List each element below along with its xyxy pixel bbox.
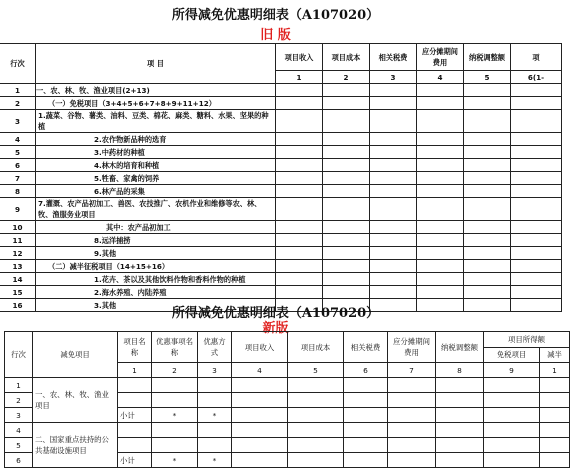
- new-form-table: [4, 331, 570, 468]
- new-cell[interactable]: [288, 408, 344, 423]
- old-colnum: 3: [370, 71, 417, 84]
- old-cell[interactable]: [323, 286, 370, 299]
- old-row: [0, 185, 562, 198]
- old-cell[interactable]: [511, 133, 562, 146]
- old-form-table: [0, 43, 562, 312]
- old-cell[interactable]: [323, 260, 370, 273]
- old-cell[interactable]: [323, 146, 370, 159]
- old-row-number: 10: [0, 221, 36, 234]
- old-row-item: 1.花卉、茶以及其他饮料作物和香料作物的种植: [36, 273, 276, 286]
- new-cell[interactable]: [198, 378, 232, 393]
- old-cell[interactable]: [370, 286, 417, 299]
- old-row-number: 7: [0, 172, 36, 185]
- old-row: [0, 234, 562, 247]
- old-cell[interactable]: [276, 159, 323, 172]
- old-cell[interactable]: [511, 110, 562, 133]
- old-cell[interactable]: [276, 185, 323, 198]
- old-cell[interactable]: [417, 146, 464, 159]
- old-cell[interactable]: [417, 97, 464, 110]
- new-cell[interactable]: [484, 393, 540, 408]
- old-header-tax: 相关税费: [370, 44, 417, 71]
- old-row-item: （一）免税项目（3+4+5+6+7+8+9+11+12）: [36, 97, 276, 110]
- new-cell[interactable]: [118, 378, 152, 393]
- old-cell[interactable]: [323, 247, 370, 260]
- old-cell[interactable]: [276, 234, 323, 247]
- old-header-item-income: 项: [511, 44, 562, 71]
- new-cell[interactable]: [198, 423, 232, 438]
- old-cell[interactable]: [276, 110, 323, 133]
- old-header-item: 项 目: [36, 44, 276, 84]
- old-cell[interactable]: [323, 221, 370, 234]
- new-cell[interactable]: [118, 393, 152, 408]
- new-subtotal-label: 小计: [118, 408, 152, 423]
- old-header-income: 项目收入: [276, 44, 323, 71]
- new-cell[interactable]: [540, 423, 570, 438]
- new-cell[interactable]: [344, 408, 388, 423]
- new-cell[interactable]: [232, 408, 288, 423]
- new-header-item: 减免项目: [33, 332, 118, 378]
- new-row-number: 3: [5, 408, 33, 423]
- old-row-number: 5: [0, 146, 36, 159]
- old-cell[interactable]: [370, 159, 417, 172]
- new-row: [5, 423, 570, 438]
- new-cell[interactable]: [152, 423, 198, 438]
- old-cell[interactable]: [511, 247, 562, 260]
- new-group-agriculture: 一、农、林、牧、渔业项目: [33, 378, 118, 423]
- old-cell[interactable]: [511, 159, 562, 172]
- old-cell[interactable]: [417, 159, 464, 172]
- new-table-title: 所得减免优惠明细表（A107020）: [171, 306, 380, 321]
- new-colnum: 1: [540, 363, 570, 378]
- old-cell[interactable]: [276, 172, 323, 185]
- old-cell[interactable]: [276, 247, 323, 260]
- old-cell[interactable]: [464, 159, 511, 172]
- old-cell[interactable]: [276, 133, 323, 146]
- new-cell[interactable]: [288, 393, 344, 408]
- new-cell[interactable]: [436, 408, 484, 423]
- old-cell[interactable]: [417, 110, 464, 133]
- new-row: [5, 378, 570, 393]
- old-colnum: 5: [464, 71, 511, 84]
- old-row-number: 4: [0, 133, 36, 146]
- old-cell[interactable]: [464, 146, 511, 159]
- new-header-income-amount: 项目所得额: [484, 332, 570, 348]
- old-colnum: 1: [276, 71, 323, 84]
- old-row-number: 2: [0, 97, 36, 110]
- old-row: [0, 260, 562, 273]
- new-star: *: [152, 408, 198, 423]
- new-cell[interactable]: [436, 438, 484, 453]
- new-cell[interactable]: [484, 378, 540, 393]
- old-cell[interactable]: [511, 286, 562, 299]
- new-cell[interactable]: [484, 408, 540, 423]
- old-row: [0, 286, 562, 299]
- old-cell[interactable]: [323, 172, 370, 185]
- new-cell[interactable]: [288, 453, 344, 468]
- old-header-row: [0, 44, 562, 71]
- new-header-tax: 相关税费: [344, 332, 388, 363]
- new-cell[interactable]: [388, 423, 436, 438]
- old-cell[interactable]: [511, 273, 562, 286]
- old-cell[interactable]: [370, 247, 417, 260]
- old-row: [0, 198, 562, 221]
- new-header-project-name: 项目名称: [118, 332, 152, 363]
- old-cell[interactable]: [276, 97, 323, 110]
- old-cell[interactable]: [417, 247, 464, 260]
- old-cell[interactable]: [417, 172, 464, 185]
- new-header-preference-name: 优惠事项名称: [152, 332, 198, 363]
- old-cell[interactable]: [511, 146, 562, 159]
- old-cell[interactable]: [417, 260, 464, 273]
- old-cell[interactable]: [323, 234, 370, 247]
- new-cell[interactable]: [388, 378, 436, 393]
- new-group-infrastructure: 二、国家重点扶持的公共基础设施项目: [33, 423, 118, 468]
- old-cell[interactable]: [511, 260, 562, 273]
- new-cell[interactable]: [540, 378, 570, 393]
- old-row-item: 9.其他: [36, 247, 276, 260]
- new-cell[interactable]: [288, 378, 344, 393]
- new-cell[interactable]: [118, 438, 152, 453]
- new-cell[interactable]: [540, 393, 570, 408]
- old-row-number: 12: [0, 247, 36, 260]
- old-cell[interactable]: [511, 221, 562, 234]
- old-cell[interactable]: [370, 260, 417, 273]
- old-row: [0, 84, 562, 97]
- new-header-preference-method: 优惠方式: [198, 332, 232, 363]
- new-star: *: [152, 453, 198, 468]
- old-cell[interactable]: [370, 133, 417, 146]
- new-cell[interactable]: [198, 438, 232, 453]
- old-cell[interactable]: [370, 84, 417, 97]
- old-cell[interactable]: [464, 221, 511, 234]
- old-cell[interactable]: [417, 198, 464, 221]
- new-star: *: [198, 453, 232, 468]
- old-row: [0, 247, 562, 260]
- old-cell[interactable]: [464, 198, 511, 221]
- old-cell[interactable]: [511, 198, 562, 221]
- new-cell[interactable]: [436, 453, 484, 468]
- old-row-number: 16: [0, 299, 36, 312]
- new-cell[interactable]: [118, 423, 152, 438]
- new-cell[interactable]: [388, 408, 436, 423]
- new-cell[interactable]: [232, 393, 288, 408]
- old-row-item: （二）减半征税项目（14+15+16）: [36, 260, 276, 273]
- new-row-number: 6: [5, 453, 33, 468]
- old-cell[interactable]: [511, 185, 562, 198]
- old-header-expense: 应分摊期间费用: [417, 44, 464, 71]
- old-row: [0, 133, 562, 146]
- old-cell[interactable]: [370, 198, 417, 221]
- old-colnum: 6(1-: [511, 71, 562, 84]
- new-cell[interactable]: [152, 393, 198, 408]
- old-cell[interactable]: [276, 221, 323, 234]
- old-cell[interactable]: [464, 133, 511, 146]
- old-row-item: 3.其他: [36, 299, 276, 312]
- old-version-label: 旧 版: [260, 28, 291, 43]
- old-cell[interactable]: [370, 97, 417, 110]
- old-cell[interactable]: [464, 273, 511, 286]
- old-row-number: 15: [0, 286, 36, 299]
- old-cell[interactable]: [511, 84, 562, 97]
- old-cell[interactable]: [464, 185, 511, 198]
- new-cell[interactable]: [540, 408, 570, 423]
- old-cell[interactable]: [464, 234, 511, 247]
- new-cell[interactable]: [344, 438, 388, 453]
- new-cell[interactable]: [232, 423, 288, 438]
- new-colnum: 6: [344, 363, 388, 378]
- new-header-adjust: 纳税调整额: [436, 332, 484, 363]
- old-cell[interactable]: [276, 273, 323, 286]
- old-table-title: 所得减免优惠明细表（A107020）: [171, 8, 380, 23]
- old-row-number: 3: [0, 110, 36, 133]
- old-header-cost: 项目成本: [323, 44, 370, 71]
- new-cell[interactable]: [484, 453, 540, 468]
- old-cell[interactable]: [464, 172, 511, 185]
- old-cell[interactable]: [370, 146, 417, 159]
- new-cell[interactable]: [540, 453, 570, 468]
- old-header-adjust: 纳税调整额: [464, 44, 511, 71]
- old-cell[interactable]: [323, 97, 370, 110]
- old-cell[interactable]: [276, 260, 323, 273]
- old-cell[interactable]: [417, 84, 464, 97]
- old-cell[interactable]: [323, 185, 370, 198]
- new-cell[interactable]: [152, 378, 198, 393]
- new-cell[interactable]: [484, 423, 540, 438]
- old-row-item: 3.中药材的种植: [36, 146, 276, 159]
- new-cell[interactable]: [540, 438, 570, 453]
- old-row-item: 2.农作物新品种的选育: [36, 133, 276, 146]
- new-header-row: [5, 332, 570, 348]
- new-cell[interactable]: [388, 453, 436, 468]
- old-cell[interactable]: [464, 84, 511, 97]
- old-row: [0, 110, 562, 133]
- old-cell[interactable]: [417, 286, 464, 299]
- new-row-number: 5: [5, 438, 33, 453]
- old-row-number: 8: [0, 185, 36, 198]
- old-row-number: 1: [0, 84, 36, 97]
- old-row-item: 4.林木的培育和种植: [36, 159, 276, 172]
- old-cell[interactable]: [417, 273, 464, 286]
- old-cell[interactable]: [464, 97, 511, 110]
- old-row-item: 2.海水养殖、内陆养殖: [36, 286, 276, 299]
- old-colnum: 4: [417, 71, 464, 84]
- old-cell[interactable]: [323, 84, 370, 97]
- old-row-item: 一、农、林、牧、渔业项目(2+13): [36, 84, 276, 97]
- new-star: *: [198, 408, 232, 423]
- old-row-item: 6.林产品的采集: [36, 185, 276, 198]
- old-cell[interactable]: [464, 247, 511, 260]
- old-row: [0, 221, 562, 234]
- old-cell[interactable]: [276, 84, 323, 97]
- new-colnum: 5: [288, 363, 344, 378]
- old-cell[interactable]: [276, 146, 323, 159]
- old-cell[interactable]: [323, 273, 370, 286]
- old-cell[interactable]: [323, 159, 370, 172]
- old-cell[interactable]: [417, 234, 464, 247]
- new-header-exempt: 免税项目: [484, 347, 540, 363]
- new-colnum: 3: [198, 363, 232, 378]
- old-cell[interactable]: [511, 97, 562, 110]
- old-cell[interactable]: [511, 172, 562, 185]
- new-cell[interactable]: [436, 378, 484, 393]
- old-row-number: 9: [0, 198, 36, 221]
- old-cell[interactable]: [370, 234, 417, 247]
- new-cell[interactable]: [152, 438, 198, 453]
- new-colnum: 2: [152, 363, 198, 378]
- new-cell[interactable]: [436, 393, 484, 408]
- new-cell[interactable]: [232, 378, 288, 393]
- old-cell[interactable]: [370, 110, 417, 133]
- old-row: [0, 97, 562, 110]
- old-row: [0, 273, 562, 286]
- old-cell[interactable]: [370, 273, 417, 286]
- old-row: [0, 159, 562, 172]
- old-cell[interactable]: [323, 133, 370, 146]
- new-colnum: 8: [436, 363, 484, 378]
- old-cell[interactable]: [464, 260, 511, 273]
- old-header-line: 行次: [0, 44, 36, 84]
- new-header-income: 项目收入: [232, 332, 288, 363]
- old-row-number: 6: [0, 159, 36, 172]
- new-row-number: 1: [5, 378, 33, 393]
- old-row-item: 5.牲畜、家禽的饲养: [36, 172, 276, 185]
- old-row-item: 8.远洋捕捞: [36, 234, 276, 247]
- old-cell[interactable]: [323, 110, 370, 133]
- new-cell[interactable]: [344, 423, 388, 438]
- new-row-number: 2: [5, 393, 33, 408]
- new-cell[interactable]: [484, 438, 540, 453]
- old-row-number: 14: [0, 273, 36, 286]
- old-cell[interactable]: [417, 133, 464, 146]
- old-cell[interactable]: [276, 286, 323, 299]
- new-cell[interactable]: [232, 453, 288, 468]
- old-row: [0, 172, 562, 185]
- old-colnum: 2: [323, 71, 370, 84]
- new-header-expense: 应分摊期间费用: [388, 332, 436, 363]
- old-cell[interactable]: [370, 172, 417, 185]
- old-cell[interactable]: [464, 286, 511, 299]
- new-colnum: 1: [118, 363, 152, 378]
- new-header-cost: 项目成本: [288, 332, 344, 363]
- new-colnum: 9: [484, 363, 540, 378]
- old-cell[interactable]: [323, 198, 370, 221]
- old-cell[interactable]: [511, 234, 562, 247]
- new-version-label: 新版: [262, 321, 289, 336]
- new-colnum: 4: [232, 363, 288, 378]
- old-row-number: 11: [0, 234, 36, 247]
- new-row-number: 4: [5, 423, 33, 438]
- old-row-item: 7.灌溉、农产品初加工、兽医、农技推广、农机作业和维修等农、林、牧、渔服务业项目: [36, 198, 276, 221]
- new-cell[interactable]: [388, 438, 436, 453]
- new-cell[interactable]: [288, 423, 344, 438]
- new-cell[interactable]: [388, 393, 436, 408]
- old-row-item: 1.蔬菜、谷物、薯类、油料、豆类、棉花、麻类、糖料、水果、坚果的种植: [36, 110, 276, 133]
- old-cell[interactable]: [464, 110, 511, 133]
- new-header-line: 行次: [5, 332, 33, 378]
- new-cell[interactable]: [344, 393, 388, 408]
- new-cell[interactable]: [436, 423, 484, 438]
- new-cell[interactable]: [344, 453, 388, 468]
- new-cell[interactable]: [288, 438, 344, 453]
- old-cell[interactable]: [276, 198, 323, 221]
- old-cell[interactable]: [417, 185, 464, 198]
- new-cell[interactable]: [344, 378, 388, 393]
- old-row-item: 其中：农产品初加工: [36, 221, 276, 234]
- new-colnum: 7: [388, 363, 436, 378]
- old-row: [0, 146, 562, 159]
- old-cell[interactable]: [370, 221, 417, 234]
- new-cell[interactable]: [232, 438, 288, 453]
- new-subtotal-label: 小计: [118, 453, 152, 468]
- old-row-number: 13: [0, 260, 36, 273]
- new-header-half: 减半: [540, 347, 570, 363]
- new-cell[interactable]: [198, 393, 232, 408]
- old-cell[interactable]: [417, 221, 464, 234]
- old-cell[interactable]: [370, 185, 417, 198]
